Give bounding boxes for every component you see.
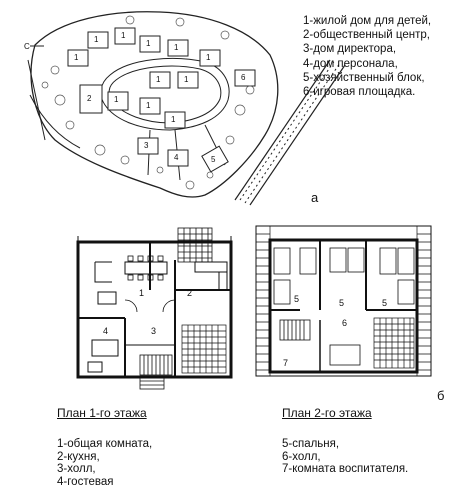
site-marker: 1: [184, 75, 189, 84]
room-number: 2: [187, 288, 193, 298]
floor1-legend: [57, 438, 152, 488]
site-marker: 5: [211, 155, 216, 164]
site-marker: 6: [241, 73, 246, 82]
site-legend-item: 5-хозяйственный блок,: [303, 71, 425, 84]
site-legend-item: 4-дом персонала,: [303, 57, 398, 70]
floor1-legend-item: 2-кухня,: [57, 450, 100, 463]
site-marker: 1: [156, 75, 161, 84]
room-number: 5: [339, 298, 345, 308]
floor1-legend-item: 3-холл,: [57, 463, 96, 476]
site-marker: 3: [144, 141, 149, 150]
site-marker: 1: [74, 53, 79, 62]
site-legend-item: 2-общественный центр,: [303, 29, 430, 42]
floor2-legend-item: 5-спальня,: [282, 438, 340, 450]
floor2-title: План 2-го этажа: [282, 406, 372, 420]
site-marker: 1: [121, 31, 126, 40]
site-marker: 1: [146, 39, 151, 48]
site-legend-item: 6-игровая площадка.: [303, 86, 416, 99]
label-a: а: [311, 190, 319, 205]
floor2-legend-item: 7-комната воспитателя.: [282, 463, 409, 476]
site-marker: 1: [94, 35, 99, 44]
site-marker: 1: [114, 95, 119, 104]
site-marker: 2: [87, 94, 92, 103]
room-number: 3: [151, 326, 157, 336]
label-b: б: [437, 388, 445, 403]
site-marker: 4: [174, 153, 179, 162]
floor1-legend-item: 4-гостевая: [57, 475, 114, 488]
floor2-legend: [282, 438, 408, 476]
room-number: 6: [342, 318, 348, 328]
floor1-title: План 1-го этажа: [57, 406, 147, 420]
site-marker: 1: [206, 53, 211, 62]
room-number: 4: [103, 326, 109, 336]
room-number: 5: [294, 294, 300, 304]
site-legend-item: 1-жилой дом для детей,: [303, 15, 432, 27]
site-marker: 1: [171, 115, 176, 124]
site-marker: 1: [174, 43, 179, 52]
site-legend-item: 3-дом директора,: [303, 43, 397, 56]
floor2-legend-item: 6-холл,: [282, 450, 321, 463]
floor1-legend-item: 1-общая комната,: [57, 438, 153, 450]
room-number: 1: [139, 288, 145, 298]
site-marker: 1: [146, 101, 151, 110]
room-number: 7: [283, 358, 289, 368]
north-label: С: [24, 42, 30, 51]
room-number: 5: [382, 298, 388, 308]
